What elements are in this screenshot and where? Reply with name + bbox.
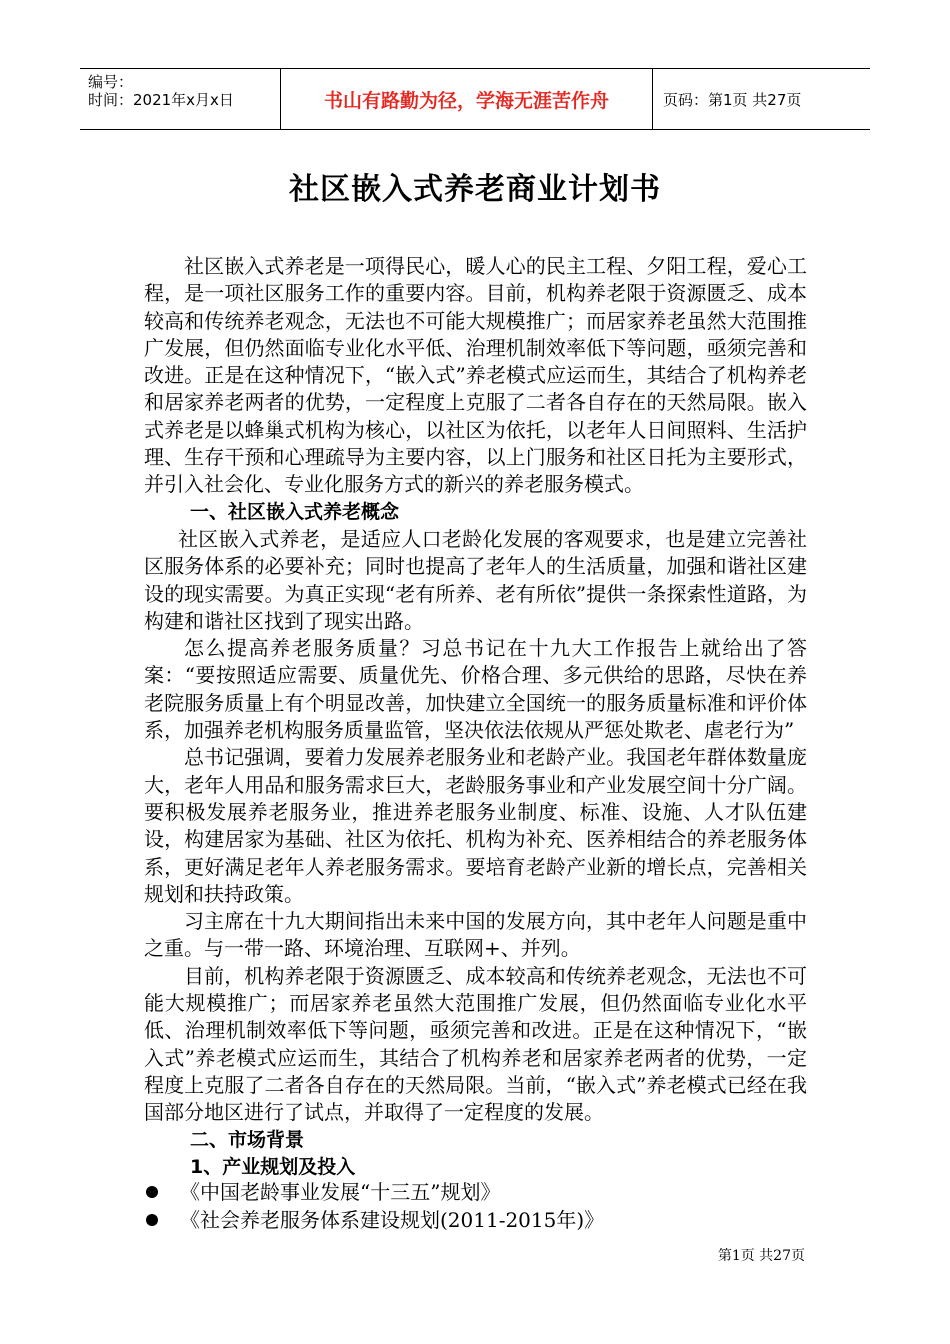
document-time-label: 时间：2021年x月x日 xyxy=(88,91,234,109)
section-heading-concept: 一、社区嵌入式养老概念 xyxy=(190,500,400,523)
header-motto: 书山有路勤为径，学海无涯苦作舟 xyxy=(323,89,609,112)
bullet-item xyxy=(146,1178,826,1206)
paragraph-emphasis: 总书记强调，要着力发展养老服务业和老龄产业。我国老年群体数量庞大，老年人用品和服务需求巨大，老龄服务事业和产业发展空间十分广阔。要积极发展养老服务业，推进养老服务业制度、标准、设施、人才队伍建设，构建居家为基础、社区为依托、机构为补充、医养相结合的养老服务体系，更好满足老年人养老服务需求。要培育老龄产业新的增长点，完善相关规划和扶持政策。 xyxy=(144,745,807,906)
bullet-list xyxy=(146,1178,826,1234)
paragraph-quality: 怎么提高养老服务质量？习总书记在十九大工作报告上就给出了答案：“要按照适应需要、质量优先、价格合理、多元供给的思路，尽快在养老院服务质量上有个明显改善，加快建立全国统一的服务质量标准和评价体系，加强养老机构服务质量监管，坚决依法依规从严惩处欺老、虐老行为” xyxy=(144,636,807,743)
bullet-text: 《社会养老服务体系建设规划(2011-2015年)》 xyxy=(180,1208,605,1232)
header-motto-cell xyxy=(281,69,653,129)
page-footer: 第1页 共27页 xyxy=(717,1248,805,1264)
bullet-dot-icon xyxy=(146,1214,158,1226)
bullet-text: 《中国老龄事业发展“十三五”规划》 xyxy=(180,1180,501,1204)
document-body xyxy=(144,253,807,1181)
paragraph-current: 目前，机构养老限于资源匮乏、成本较高和传统养老观念，无法也不可能大规模推广；而居家养老虽然大范围推广发展，但仍然面临专业化水平低、治理机制效率低下等问题，亟须完善和改进。正是在这种情况下，“嵌入式”养老模式应运而生，其结合了机构养老和居家养老两者的优势，一定程度上克服了二者各自存在的天然局限。当前，“嵌入式”养老模式已经在我国部分地区进行了试点，并取得了一定程度的发展。 xyxy=(144,963,807,1125)
paragraph-intro: 社区嵌入式养老是一项得民心，暖人心的民主工程、夕阳工程，爱心工程，是一项社区服务工作的重要内容。目前，机构养老限于资源匮乏、成本较高和传统养老观念，无法也不可能大规模推广；而居家养老虽然大范围推广发展，但仍然面临专业化水平低、治理机制效率低下等问题，亟须完善和改进。正是在这种情况下，“嵌入式”养老模式应运而生，其结合了机构养老和居家养老两者的优势，一定程度上克服了二者各自存在的天然局限。嵌入式养老是以蜂巢式机构为核心，以社区为依托，以老年人日间照料、生活护理、生存干预和心理疏导为主要内容，以上门服务和社区日托为主要形式，并引入社会化、专业化服务方式的新兴的养老服务模式。 xyxy=(144,254,807,497)
subsection-heading-planning: 1、产业规划及投入 xyxy=(190,1155,356,1178)
bullet-dot-icon xyxy=(146,1186,158,1198)
header-page-info: 页码：第1页 共27页 xyxy=(663,90,802,109)
header-meta-cell xyxy=(80,69,281,129)
header-page-cell xyxy=(653,69,870,129)
bullet-item xyxy=(146,1206,826,1234)
document-number-label: 编号： xyxy=(88,73,134,91)
paragraph-direction: 习主席在十九大期间指出未来中国的发展方向，其中老年人问题是重中之重。与一带一路、环境治理、互联网+、并列。 xyxy=(144,909,807,961)
document-title: 社区嵌入式养老商业计划书 xyxy=(289,172,661,207)
page-header xyxy=(80,68,870,130)
section-heading-market: 二、市场背景 xyxy=(190,1128,305,1151)
paragraph-concept: 社区嵌入式养老，是适应人口老龄化发展的客观要求，也是建立完善社区服务体系的必要补充；同时也提高了老年人的生活质量，加强和谐社区建设的现实需要。为真正实现“老有所养、老有所依”提供一条探索性道路，为构建和谐社区找到了现实出路。 xyxy=(144,526,807,633)
